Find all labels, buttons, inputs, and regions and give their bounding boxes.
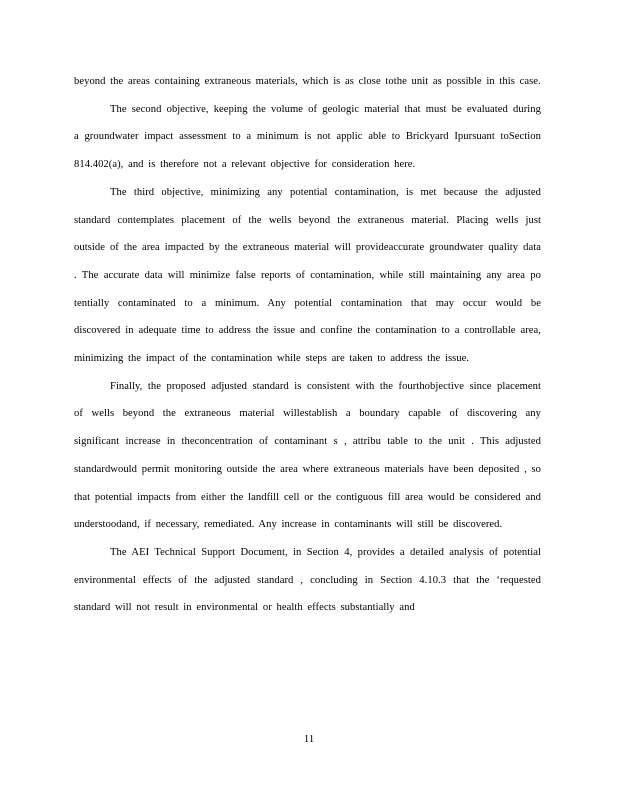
paragraph-technical-support: The AEI Technical Support Document, in Section 4, provides a detailed analysis of potential environmental effects of the adjusted standard , concluding in Section 4.10.3 that the ‘requested standard will not result in environmental or health effects substantially and <box>74 546 541 614</box>
body-text <box>74 68 541 622</box>
paragraph-second-objective: The second objective, keeping the volume of geologic material that must be evaluated during a groundwater impact assessment to a minimum is not applic able to Brickyard Ipursuant toSection 814.402(a), and is therefore not a relevant objective for consideration here. <box>74 103 541 171</box>
paragraph-fourth-objective: Finally, the proposed adjusted standard is consistent with the fourthobjective since placement of wells beyond the extraneous material willestablish a boundary capable of discovering any significant increase in theconcentration of contaminant s , attribu table to the unit . This adjusted standardwould permit monitoring outside the area where extraneous materials have been deposited , so that potential impacts from either the landfill cell or the contiguous fill area would be considered and understoodand, if necessary, remediated. Any increase in contaminants will still be discovered. <box>74 380 541 531</box>
page-number: 11 <box>303 733 315 745</box>
paragraph-third-objective: The third objective, minimizing any potential contamination, is met because the adjusted standard contemplates placement of the wells beyond the extraneous material. Placing wells just outside of the area impacted by the extraneous material will provideaccurate groundwater quality data . The accurate data will minimize false reports of contamination, while still maintaining any area po tentially contaminated to a minimum. Any potential contamination that may occur would be discovered in adequate time to address the issue and confine the contamination to a controllable area, minimizing the impact of the contamination while steps are taken to address the issue. <box>74 186 541 365</box>
paragraph-continuation: beyond the areas containing extraneous materials, which is as close tothe unit as possible in this case. <box>74 76 541 87</box>
